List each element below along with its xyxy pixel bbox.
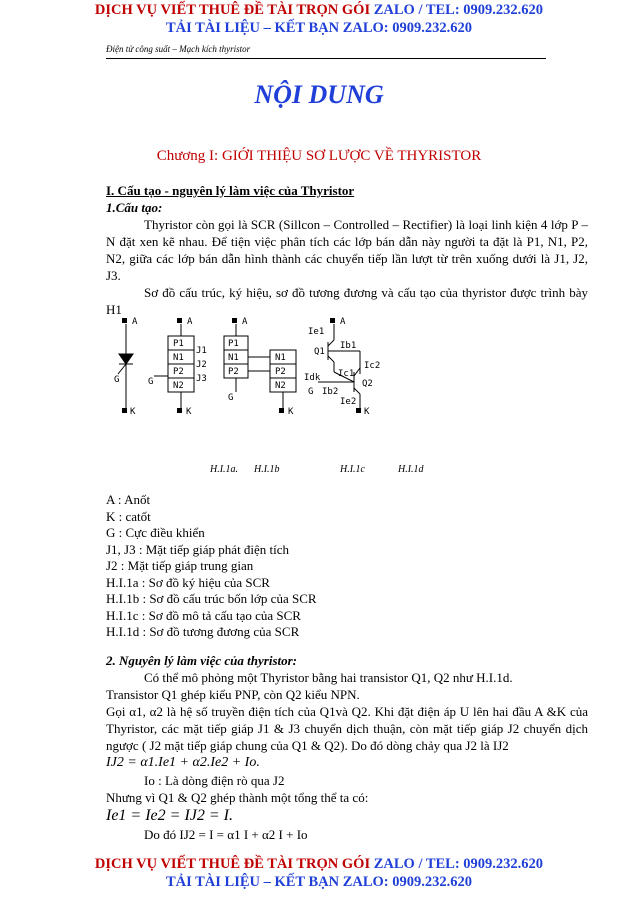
formula-ie: Ie1 = Ie2 = IJ2 = I. <box>106 807 234 824</box>
caption-1a: H.I.1a. <box>210 464 239 475</box>
caption-1c: H.I.1c <box>340 464 365 475</box>
section-1-title: I. Cấu tạo - nguyên lý làm việc của Thyristor <box>106 183 355 198</box>
section-2-paragraph-1: Có thể mô phỏng một Thyristor bằng hai transistor Q1, Q2 như H.I.1d. <box>144 670 513 685</box>
fig-label-j3: J3 <box>196 374 207 384</box>
legend-item: J1, J3 : Mặt tiếp giáp phát điện tích <box>106 541 290 557</box>
fig-label-k-1b: K <box>186 407 192 417</box>
fig-label-a: A <box>132 317 138 327</box>
legend-item: H.I.1b : Sơ đồ cấu trúc bốn lớp của SCR <box>106 591 317 606</box>
caption-1b: H.I.1b <box>254 464 280 475</box>
fig-label-p2: P2 <box>173 367 184 377</box>
fig-label-ib2: Ib2 <box>322 387 339 397</box>
fig-label-k-1d: K <box>364 407 370 417</box>
legend-item: K : catốt <box>106 508 151 524</box>
fig-label-p1: P1 <box>173 339 184 349</box>
caption-1d: H.I.1d <box>398 464 424 475</box>
fig-label-g-1d: G <box>308 387 314 397</box>
section-2-paragraph-2: Transistor Q1 ghép kiểu PNP, còn Q2 kiểu NPN. <box>106 687 360 702</box>
fig-label-j1: J1 <box>196 346 207 356</box>
fig-label-n2: N2 <box>173 381 184 391</box>
legend-item: H.I.1a : Sơ đồ ký hiệu của SCR <box>106 574 270 590</box>
section-2-paragraph-3: Gọi α1, α2 là hệ số truyền điện tích của Q1và Q2. Khi đặt điện áp U lên hai đầu A &K của Thyristor, các mặt tiếp giáp J1 & J3 chuyển dịch thuận, còn mặt tiếp giáp J2 chuyển dịch ngược ( J2 mặt tiếp giáp chung của Q1 & Q2). Do đó dòng chảy qua J2 là IJ2 <box>106 704 588 753</box>
fig-label-a-1d: A <box>340 317 346 327</box>
fig-label-q2: Q2 <box>362 379 373 389</box>
section-2-subtitle: 2. Nguyên lý làm việc của thyristor: <box>106 653 298 668</box>
fig-label-n1-1c-right: N1 <box>275 353 286 363</box>
bottom-banner <box>0 855 638 891</box>
legend-item: J2 : Mặt tiếp giáp trung gian <box>106 558 254 573</box>
fig-label-ic1: Ic1 <box>338 369 355 379</box>
banner-download-text-bottom: TẢI TÀI LIỆU – KẾT BẠN ZALO: 0909.232.620 <box>165 874 473 890</box>
banner-service-text: DỊCH VỤ VIẾT THUÊ ĐỀ TÀI TRỌN GÓI <box>94 2 374 18</box>
banner-download-text: TẢI TÀI LIỆU – KẾT BẠN ZALO: 0909.232.620 <box>165 20 473 36</box>
running-header: Điện tử công suất – Mạch kích thyristor <box>106 44 251 54</box>
legend-list <box>106 492 588 641</box>
fig-label-ic2: Ic2 <box>364 361 381 371</box>
section-2 <box>106 652 588 843</box>
fig-label-n1: N1 <box>173 353 184 363</box>
formula-ij2-derivation: Do đó IJ2 = I = α1 I + α2 I + Io <box>144 827 308 842</box>
section-2-paragraph-4: Nhưng vì Q1 & Q2 ghép thành một tổng thể ta có: <box>106 790 369 805</box>
formula-ij2: IJ2 = α1.Ie1 + α2.Ie2 + Io. <box>106 755 260 770</box>
banner-service-text-bottom: DỊCH VỤ VIẾT THUÊ ĐỀ TÀI TRỌN GÓI <box>94 856 374 872</box>
legend-item: H.I.1d : Sơ đồ tương đương của SCR <box>106 624 300 639</box>
banner-contact-text-bottom: ZALO / TEL: 0909.232.620 <box>373 856 544 872</box>
page-title: NỘI DUNG <box>254 80 384 109</box>
section-1 <box>106 182 588 318</box>
fig-label-g-1c: G <box>228 393 234 403</box>
top-banner <box>0 1 638 37</box>
fig-label-ib1: Ib1 <box>340 341 357 351</box>
header-divider <box>106 58 546 59</box>
thyristor-figure <box>100 312 400 422</box>
fig-label-idk: Idk <box>304 373 321 383</box>
fig-label-ie1: Ie1 <box>308 327 325 337</box>
section-1-subtitle: 1.Cấu tạo: <box>106 200 163 215</box>
io-note: Io : Là dòng điện rò qua J2 <box>144 773 285 788</box>
section-1-paragraph-1: Thyristor còn gọi là SCR (Sillcon – Controlled – Rectifier) là loại linh kiện 4 lớp P – N đặt xen kẽ nhau. Để tiện việc phân tích các lớp bán dẫn này người ta đặt là P1, N1, P2, N2, giữa các lớp bán dẫn hình thành các chuyển tiếp lần lượt từ trên xuống dưới là J1, J2, J3. <box>106 217 588 283</box>
fig-label-g: G <box>114 375 120 385</box>
fig-label-g-1b: G <box>148 377 154 387</box>
banner-contact-text: ZALO / TEL: 0909.232.620 <box>373 2 544 18</box>
chapter-title: Chương I: GIỚI THIỆU SƠ LƯỢC VỀ THYRISTOR <box>156 148 482 164</box>
legend-item: A : Anốt <box>106 492 151 507</box>
fig-label-ie2: Ie2 <box>340 397 357 407</box>
fig-label-n2-1c: N2 <box>275 381 286 391</box>
fig-label-a-1b: A <box>187 317 193 327</box>
section-1-paragraph-2: Sơ đồ cấu trúc, ký hiệu, sơ đồ tương đương và cấu tạo của thyristor được trình bày H1 <box>106 285 588 317</box>
fig-label-a-1c: A <box>242 317 248 327</box>
fig-label-p1-1c: P1 <box>228 339 239 349</box>
fig-label-p2-1c-right: P2 <box>275 367 286 377</box>
fig-label-k-1c: K <box>288 407 294 417</box>
fig-label-q1: Q1 <box>314 347 325 357</box>
legend-item: G : Cực điều khiển <box>106 525 205 540</box>
fig-label-k: K <box>130 407 136 417</box>
fig-label-n1-1c: N1 <box>228 353 239 363</box>
legend-item: H.I.1c : Sơ đồ mô tả cấu tạo của SCR <box>106 607 301 623</box>
fig-label-j2: J2 <box>196 360 207 370</box>
fig-label-p2-1c: P2 <box>228 367 239 377</box>
